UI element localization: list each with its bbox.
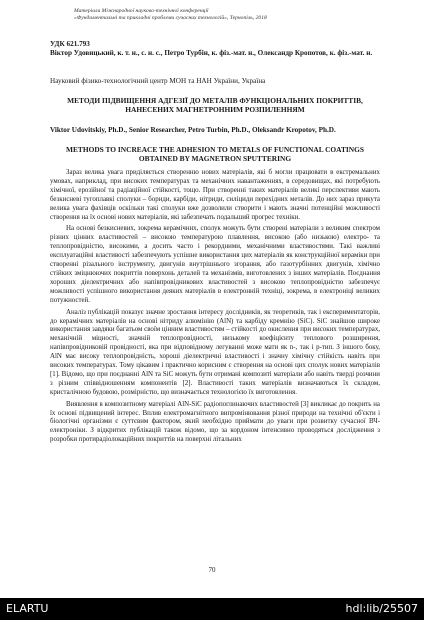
title-english: METHODS TO INCREACE THE ADHESION TO METALS OF FUNCTIONAL COATINGS OBTAINED BY MAGNETRON SPUTTERING [66, 145, 364, 164]
affiliation: Науковий фізико-технологічний центр МОН та НАН України, Україна [50, 77, 266, 85]
repository-name: ELARTU [6, 602, 49, 615]
header-line-2: «Фундаментальні та прикладні проблеми сучасних технологій», Тернопіль, 2018 [74, 15, 267, 21]
page-number: 70 [208, 566, 216, 574]
title-ukrainian: МЕТОДИ ПІДВИЩЕННЯ АДГЕЗІЇ ДО МЕТАЛІВ ФУНКЦІОНАЛЬНИХ ПОКРИТТІВ, НАНЕСЕНИХ МАГНЕТРОННИМ РОЗПИЛЕННЯМ [67, 96, 363, 115]
paragraph: Виявлення в композитному матеріалі AlN-SiC радіопоглинаючих властивостей [3] викликає до покрить на їх основі підвищений інтерес. Вплив електромагнітного випромінювання різної природи на технічні об'єкти і біологічні організми є суттєвим фактором, який необхідно приймати до уваги при розвитку сучасної ВЧ-електроніки. З відкритих публікацій також відомо, що за кордоном інтенсивно проводяться дослідження з розробки протирадіолокаційних покриттів на поверхні літальних [50, 400, 380, 444]
body-text [50, 169, 380, 448]
paragraph: Аналіз публікацій показує значне зростання інтересу дослідників, як теоретиків, так і експериментаторів, до керамічних матеріалів на основі нітриду алюмінію (AlN) та карбіду кремнію (SiC). SiC знайшов широке використання завдяки багатьом своїм цінним властивостям – стійкості до окислення при високих температурах, механічній міцності, значній теплопровідності, низькому коефіцієнту теплового розширення, напівпровідниковій провідності, яка при відповідному легуванні може мати як n-, так і p-тип. З іншого боку, AlN має високу теплопровідність, хороші діелектричні властивості і значну хімічну стійкість навіть при високих температурах. Тому цікавим і практично корисним є створення на основі цих сполук нових матеріалів [1]. Відомо, що при поєднанні AlN та SiC можуть бути отримані композиті матеріали або навіть тверді розчини з різним співвідношенням компонентів [2]. Властивості таких матеріалів визначаються їх складом, кристалічною будовою, розмірністю, що визначається технологією їх виготовлення. [50, 308, 380, 396]
authors-english: Viktor Udovitskiy, Ph.D., Senior Researcher, Petro Turbin, Ph.D., Oleksandr Kropotov, Ph.D. [50, 126, 336, 134]
repository-footer [0, 598, 424, 620]
authors-ukrainian: Віктор Удовицький, к. т. н., с. н. с., Петро Турбін, к. фіз.-мат. н., Олександр Кропотов, к. фіз.-мат. н. [50, 49, 373, 57]
paragraph: На основі безкисневих, зокрема керамічних, сполук можуть бути створені матеріали з великим спектром різних цінних властивостей – високою температурою плавлення, високою (або низькою) електро- та теплопровідністю, високими, а досить часто і рекордними, механічними властивостями. Такі важливі експлуатаційні властивості забезпечують успішне використання цих матеріалів як конструкційної кераміки при створенні різального інструменту, двигунів внутрішнього згорання, або газотурбінних двигунів, хімічно стійких зміцнюючих покриттів поверхонь деталей та механізмів, виготовлених з інших матеріалів. Поєднання хороших діелектричних або напівпровідникових властивостей з високою теплопровідністю забезпечує можливості успішного використання деяких матеріалів в електронній техніці, зокрема, в електроніці великих потужностей. [50, 225, 380, 304]
conference-header [74, 8, 394, 22]
header-line-1: Матеріали Міжнародної науково-технічної конференції [74, 8, 209, 14]
paragraph: Зараз велика увага приділяється створенню нових матеріалів, які б могли працювати в екстремальних умовах, наприклад, при високих температурах та механічних навантаженнях, в середовищах, які потребують хімічної, ерозійної та радіаційної стійкості, тощо. При створенні таких матеріалів великі перспективи мають безкисневі тугоплавкі сполуки – бориди, карбіди, нітриди, силіциди перехідних металів. До них зараз прикута велика увага фахівців оскільки такі сполуки вже дозволили створити і мають значні потенційні можливості створення на їх основі нових матеріалів, які забезпечать подальший прогрес техніки. [50, 169, 380, 221]
udc-code: УДК 621.793 [50, 40, 90, 48]
handle-id: hdl:lib/25507 [345, 602, 418, 615]
